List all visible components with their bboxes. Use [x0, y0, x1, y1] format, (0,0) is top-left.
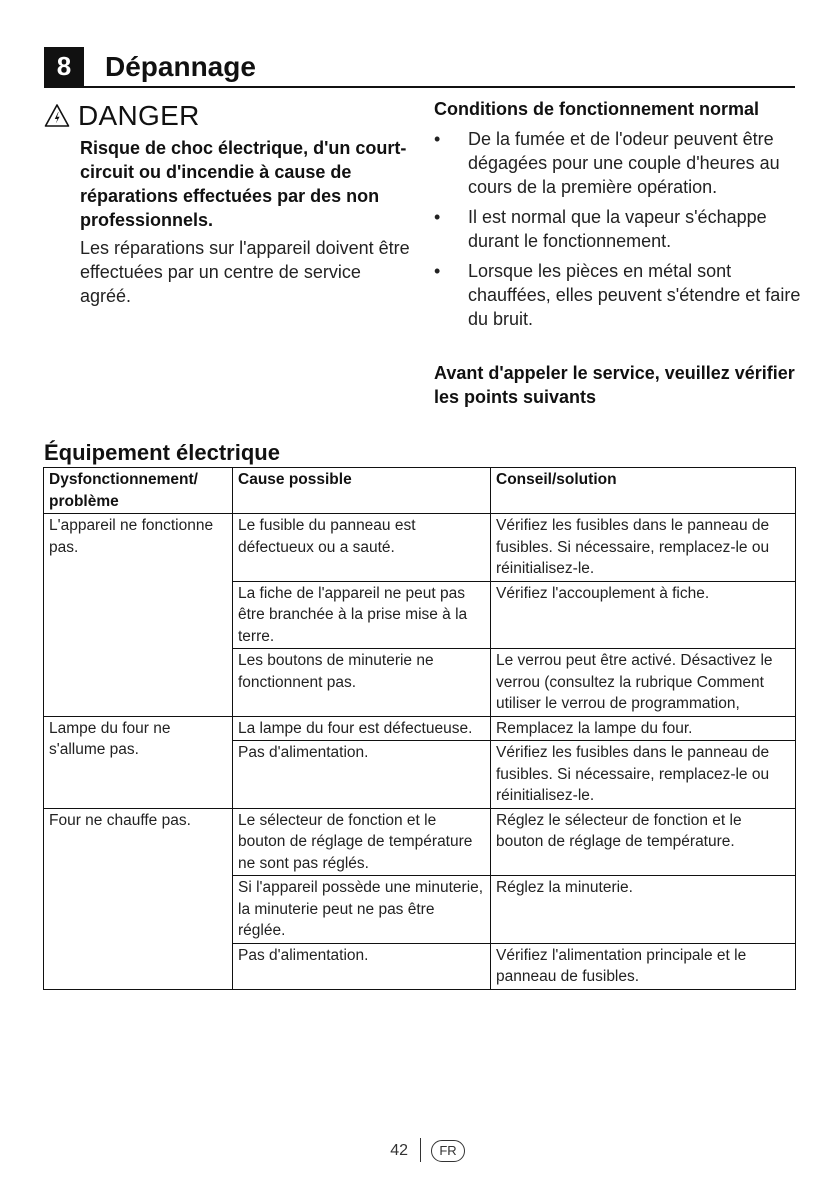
warning-electric-icon — [44, 103, 70, 129]
troubleshooting-table — [43, 467, 796, 990]
chapter-title: Dépannage — [105, 51, 256, 82]
danger-warning-text: Risque de choc électrique, d'un court-circuit ou d'incendie à cause de réparations effectuées par des non professionnels. — [80, 138, 407, 230]
danger-title: DANGER — [78, 100, 200, 131]
page-footer — [0, 1138, 837, 1164]
section-title: Équipement électrique — [44, 440, 280, 465]
table-header-row — [44, 468, 796, 514]
conditions-list — [434, 127, 804, 337]
table-row — [44, 514, 796, 582]
conditions-bullet: • De la fumée et de l'odeur peuvent être dégagées pour une couple d'heures au cours de la première opération. — [434, 127, 804, 199]
footer-divider — [420, 1138, 421, 1162]
cause-cell: Le sélecteur de fonction et le bouton de réglage de température ne sont pas réglés. — [233, 808, 491, 876]
cause-cell: Le fusible du panneau est défectueux ou a sauté. — [233, 514, 491, 582]
cause-cell: Si l'appareil possède une minuterie, la minuterie peut ne pas être réglée. — [233, 876, 491, 944]
cause-cell: Pas d'alimentation. — [233, 741, 491, 809]
header-solution: Conseil/solution — [491, 468, 796, 514]
cause-cell: La lampe du four est défectueuse. — [233, 716, 491, 741]
conditions-title: Conditions de fonctionnement normal — [434, 99, 759, 119]
problem-cell: Lampe du four ne s'allume pas. — [44, 716, 233, 808]
header-problem: Dysfonctionnement/ problème — [44, 468, 233, 514]
problem-cell: L'appareil ne fonctionne pas. — [44, 514, 233, 717]
solution-cell: Réglez la minuterie. — [491, 876, 796, 944]
solution-cell: Vérifiez l'alimentation principale et le panneau de fusibles. — [491, 943, 796, 989]
conditions-bullet: • Lorsque les pièces en métal sont chauffées, elles peuvent s'étendre et faire du bruit. — [434, 259, 804, 331]
cause-cell: La fiche de l'appareil ne peut pas être branchée à la prise mise à la terre. — [233, 581, 491, 649]
danger-body-text: Les réparations sur l'appareil doivent être effectuées par un centre de service agréé. — [80, 238, 410, 306]
language-badge: FR — [431, 1140, 465, 1162]
chapter-number: 8 — [44, 47, 84, 86]
cause-cell: Les boutons de minuterie ne fonctionnent pas. — [233, 649, 491, 717]
page-number: 42 — [390, 1142, 408, 1159]
chapter-header — [44, 47, 795, 88]
solution-cell: Remplacez la lampe du four. — [491, 716, 796, 741]
table-row — [44, 716, 796, 741]
solution-cell: Vérifiez les fusibles dans le panneau de fusibles. Si nécessaire, remplacez-le ou réinitialisez-le. — [491, 514, 796, 582]
solution-cell: Le verrou peut être activé. Désactivez le verrou (consultez la rubrique Comment utiliser le verrou de programmation, — [491, 649, 796, 717]
before-call-text: Avant d'appeler le service, veuillez vérifier les points suivants — [434, 363, 795, 407]
solution-cell: Vérifiez l'accouplement à fiche. — [491, 581, 796, 649]
solution-cell: Vérifiez les fusibles dans le panneau de fusibles. Si nécessaire, remplacez-le ou réinitialisez-le. — [491, 741, 796, 809]
solution-cell: Réglez le sélecteur de fonction et le bouton de réglage de température. — [491, 808, 796, 876]
header-cause: Cause possible — [233, 468, 491, 514]
table-row — [44, 808, 796, 876]
conditions-bullet: • Il est normal que la vapeur s'échappe durant le fonctionnement. — [434, 205, 804, 253]
problem-cell: Four ne chauffe pas. — [44, 808, 233, 989]
cause-cell: Pas d'alimentation. — [233, 943, 491, 989]
danger-heading — [44, 96, 200, 136]
